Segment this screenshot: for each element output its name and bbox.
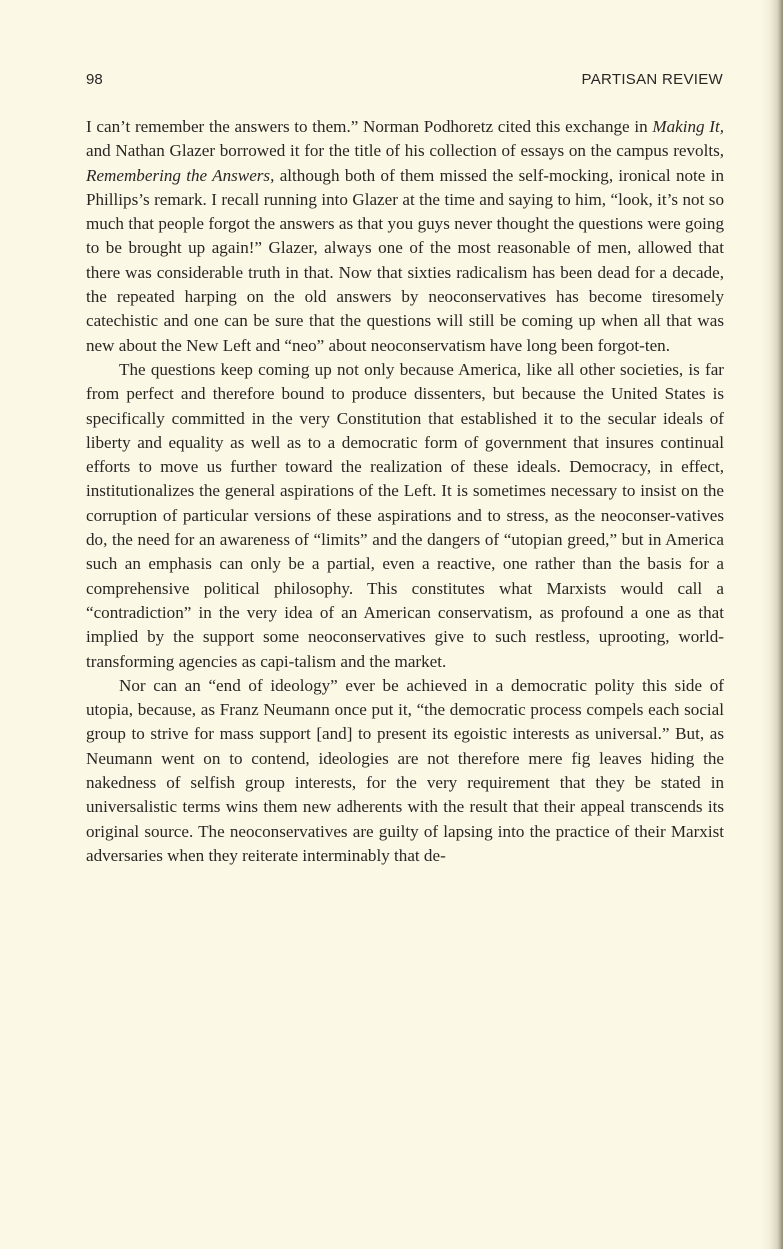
paragraph-3	[86, 674, 724, 868]
paragraph-2	[86, 358, 724, 674]
text-segment: and Nathan Glazer borrowed it for the title of his collection of essays on the campus revolts,	[86, 141, 724, 161]
text-segment: although both of them missed the self-mocking, ironical note in Phillips’s remark. I recall running into Glazer at the time and saying to him, “look, it’s not so much that people forgot the answers as that you guys never thought the questions were going to be brought up again!” Glazer, always one of the most reasonable of men, allowed that there was considerable truth in that. Now that sixties radicalism has been dead for a decade, the repeated harping on the old answers by neoconservatives has become tiresomely catechistic and one can be sure that the questions will still be coming up when all that was new about the New Left and “neo” about neoconservatism have long been forgot-ten.	[86, 165, 724, 355]
paragraph-1	[86, 115, 724, 358]
body-text	[86, 115, 724, 868]
book-title-remembering-the-answers: Remembering the Answers,	[86, 165, 275, 185]
running-head	[86, 71, 723, 91]
page-number: 98	[86, 71, 103, 88]
text-segment: Nor can an “end of ideology” ever be achieved in a democratic polity this side of utopia, because, as Franz Neumann once put it, “the democratic process compels each social group to strive for mass support [and] to present its egoistic interests as universal.” But, as Neumann went on to contend, ideologies are not therefore mere fig leaves hiding the nakedness of selfish group interests, for the very requirement that they be stated in universalistic terms wins them new adherents with the result that their appeal transcends its original source. The neoconservatives are guilty of lapsing into the practice of their Marxist adversaries when they reiterate interminably that de-	[86, 675, 724, 865]
text-segment: The questions keep coming up not only because America, like all other societies, is far from perfect and therefore bound to produce dissenters, but because the United States is specifically committed in the very Constitution that established it to the secular ideals of liberty and equality as well as to a democratic form of government that insures continual efforts to move us further toward the realization of these ideals. Democracy, in effect, institutionalizes the general aspirations of the Left. It is sometimes necessary to insist on the corruption of particular versions of these aspirations and to stress, as the neoconser-vatives do, the need for an awareness of “limits” and the dangers of “utopian greed,” but in America such an emphasis can only be a partial, even a reactive, one rather than the basis for a comprehensive political philosophy. This constitutes what Marxists would call a “contradiction” in the very idea of an American conservatism, as profound a one as that implied by the support some neoconservatives give to such restless, uprooting, world-transforming agencies as capi-talism and the market.	[86, 359, 724, 671]
text-segment: I can’t remember the answers to them.” Norman Podhoretz cited this exchange in	[86, 117, 653, 136]
page-edge-shadow	[761, 0, 783, 1249]
journal-title: PARTISAN REVIEW	[581, 71, 723, 88]
book-title-making-it: Making It,	[652, 117, 724, 136]
